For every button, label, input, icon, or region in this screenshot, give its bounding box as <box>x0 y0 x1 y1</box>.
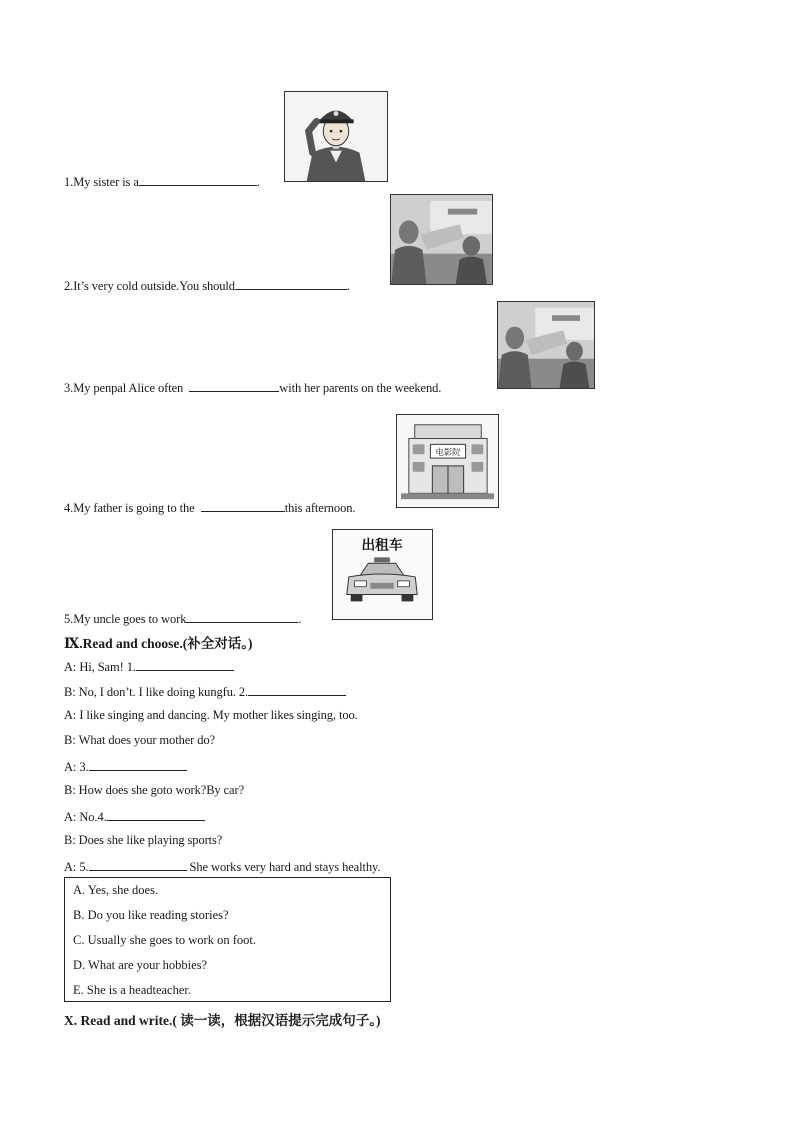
option-d: D. What are your hobbies? <box>73 958 208 972</box>
dialogue-line-2: B: No, I don’t. I like doing kungfu. 2. <box>64 683 346 700</box>
dialogue-blank-4[interactable] <box>107 808 205 821</box>
two-people-indoors-icon <box>498 302 594 388</box>
section-10-heading: X. Read and write.( 读一读，根据汉语提示完成句子。) <box>64 1013 381 1028</box>
dialogue-line-6: B: How does she goto work?By car? <box>64 783 245 797</box>
answer-blank-3[interactable] <box>189 379 279 392</box>
section-9-heading: Ⅸ.Read and choose.(补全对话。) <box>64 636 253 651</box>
dialogue-line-5: A: 3. <box>64 758 187 775</box>
cinema-picture <box>396 414 499 508</box>
answer-blank-4[interactable] <box>201 499 285 512</box>
option-c: C. Usually she goes to work on foot. <box>73 933 256 947</box>
dialogue-blank-1[interactable] <box>136 658 234 671</box>
dialogue-line-3: A: I like singing and dancing. My mother likes singing, too. <box>64 708 358 722</box>
picture-item-4: 4.My father is going to the this afternoon. <box>64 501 356 515</box>
option-e: E. She is a headteacher. <box>73 983 192 997</box>
dialogue-line-8: B: Does she like playing sports? <box>64 833 223 847</box>
answer-blank-5[interactable] <box>186 610 298 623</box>
answer-blank-2[interactable] <box>235 277 347 290</box>
picture-item-3: 3.My penpal Alice often with her parents on the weekend. <box>64 381 442 395</box>
dialogue-blank-2[interactable] <box>248 683 346 696</box>
taxi-picture <box>332 529 433 620</box>
police-officer-picture <box>284 91 388 182</box>
picture-item-2: 2.It’s very cold outside.You should . <box>64 279 350 293</box>
cinema-building-icon <box>397 415 498 507</box>
option-a: A. Yes, she does. <box>73 883 159 897</box>
dialogue-line-7: A: No.4. <box>64 808 205 825</box>
cinema-sign-text: 电影院 <box>435 447 461 458</box>
taxi-sign-text: 出租车 <box>361 537 403 554</box>
indoor-scene-picture-2 <box>497 301 595 389</box>
indoor-scene-picture-1 <box>390 194 493 285</box>
answer-blank-1[interactable] <box>139 173 257 186</box>
dialogue-line-9: A: 5. She works very hard and stays healthy. <box>64 860 381 874</box>
two-people-indoors-icon <box>391 195 492 284</box>
police-officer-icon <box>285 92 387 181</box>
dialogue-line-4: B: What does your mother do? <box>64 733 216 747</box>
dialogue-blank-3[interactable] <box>89 758 187 771</box>
picture-item-1: 1.My sister is a . <box>64 175 260 189</box>
dialogue-blank-5[interactable] <box>89 858 187 871</box>
taxi-icon <box>333 530 432 619</box>
options-box <box>64 877 391 1002</box>
option-b: B. Do you like reading stories? <box>73 908 229 922</box>
dialogue-line-1: A: Hi, Sam! 1. <box>64 658 234 675</box>
picture-item-5: 5.My uncle goes to work . <box>64 612 302 626</box>
